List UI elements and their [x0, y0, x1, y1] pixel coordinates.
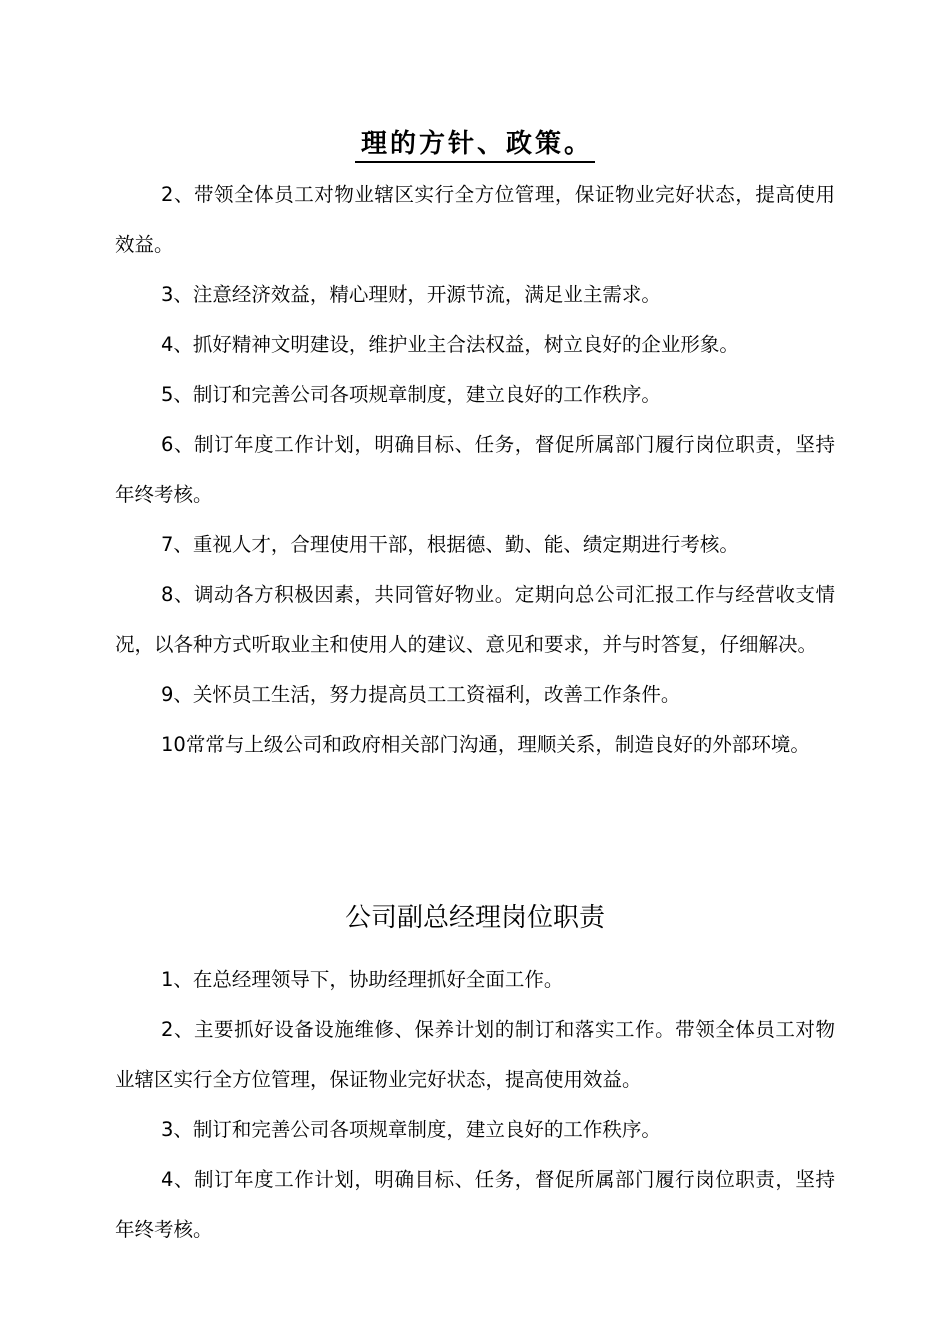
duty-item: 4、抓好精神文明建设，维护业主合法权益，树立良好的企业形象。 — [161, 333, 739, 356]
section-heading: 公司副总经理岗位职责 — [344, 903, 605, 933]
duty-item: 3、注意经济效益，精心理财，开源节流，满足业主需求。 — [161, 283, 661, 306]
duty-item: 8、调动各方积极因素，共同管好物业。定期向总公司汇报工作与经营收支情况，以各种方式听取业主和使用人的建议、意见和要求，并与时答复，仔细解决。 — [115, 583, 835, 656]
duty-item: 9、关怀员工生活，努力提高员工工资福利，改善工作条件。 — [161, 683, 681, 706]
duty-item: 6、制订年度工作计划，明确目标、任务，督促所属部门履行岗位职责，坚持年终考核。 — [115, 433, 835, 506]
continued-heading — [0, 124, 950, 164]
duty-item: 7、重视人才，合理使用干部，根据德、勤、能、绩定期进行考核。 — [161, 533, 739, 556]
duty-item: 10常常与上级公司和政府相关部门沟通，理顺关系，制造良好的外部环境。 — [161, 733, 810, 756]
duty-item: 1、在总经理领导下，协助经理抓好全面工作。 — [161, 968, 564, 991]
deputy-manager-duties — [115, 955, 835, 1255]
duty-item: 3、制订和完善公司各项规章制度，建立良好的工作秩序。 — [161, 1118, 661, 1141]
duty-item: 4、制订年度工作计划，明确目标、任务，督促所属部门履行岗位职责，坚持年终考核。 — [115, 1168, 835, 1241]
general-manager-duties — [115, 170, 835, 770]
duty-item: 5、制订和完善公司各项规章制度，建立良好的工作秩序。 — [161, 383, 661, 406]
duty-item: 2、主要抓好设备设施维修、保养计划的制订和落实工作。带领全体员工对物业辖区实行全方位管理，保证物业完好状态，提高使用效益。 — [115, 1018, 835, 1091]
continued-heading-text: 理的方针、政策。 — [355, 127, 595, 163]
duty-item: 2、带领全体员工对物业辖区实行全方位管理，保证物业完好状态，提高使用效益。 — [115, 183, 835, 256]
